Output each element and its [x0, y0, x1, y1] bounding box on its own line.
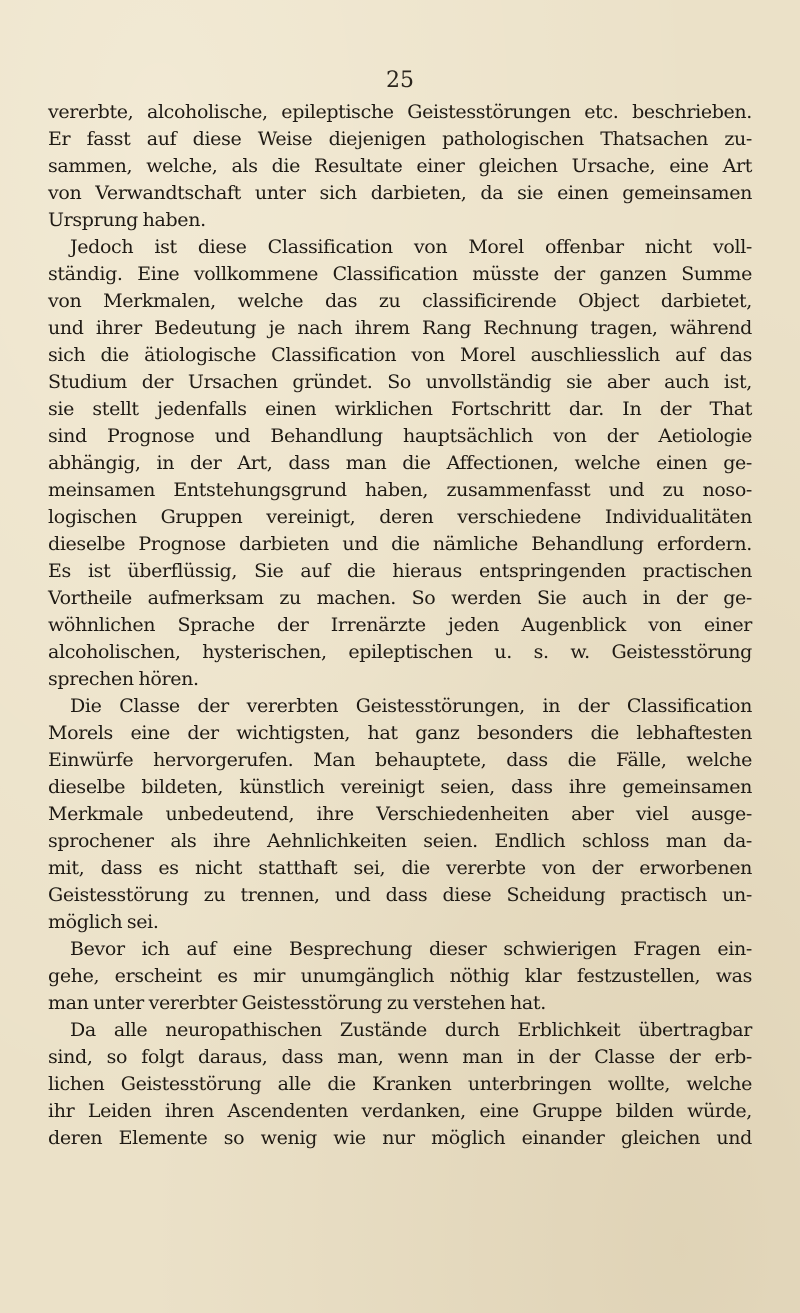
- text-line: deren Elemente so wenig wie nur möglich einander gleichen und: [48, 1127, 752, 1149]
- text-line: Vortheile aufmerksam zu machen. So werden Sie auch in der ge-: [48, 587, 752, 609]
- page-number: 25: [386, 68, 414, 93]
- text-line: Einwürfe hervorgerufen. Man behauptete, dass die Fälle, welche: [48, 749, 752, 771]
- text-line: Jedoch ist diese Classification von Morel offenbar nicht voll-: [70, 236, 752, 258]
- text-line: Die Classe der vererbten Geistesstörungen, in der Classification: [70, 695, 752, 717]
- text-line: ihr Leiden ihren Ascendenten verdanken, eine Gruppe bilden würde,: [48, 1100, 752, 1122]
- text-line: von Verwandtschaft unter sich darbieten, da sie einen gemeinsamen: [48, 182, 752, 204]
- text-line: Da alle neuropathischen Zustände durch Erblichkeit übertragbar: [70, 1019, 752, 1041]
- text-line: Es ist überflüssig, Sie auf die hieraus entspringenden practischen: [48, 560, 752, 582]
- text-line: vererbte, alcoholische, epileptische Geistesstörungen etc. beschrieben.: [48, 101, 752, 123]
- text-line: Geistesstörung zu trennen, und dass diese Scheidung practisch un-: [48, 884, 752, 906]
- text-line: sich die ätiologische Classification von Morel auschliesslich auf das: [48, 344, 752, 366]
- text-line: sie stellt jedenfalls einen wirklichen Fortschritt dar. In der That: [48, 398, 752, 420]
- text-line: Studium der Ursachen gründet. So unvollständig sie aber auch ist,: [48, 371, 752, 393]
- text-line: Merkmale unbedeutend, ihre Verschiedenheiten aber viel ausge-: [48, 803, 752, 825]
- text-line: sprechen hören.: [48, 668, 199, 690]
- text-line: logischen Gruppen vereinigt, deren verschiedene Individualitäten: [48, 506, 752, 528]
- text-line: abhängig, in der Art, dass man die Affectionen, welche einen ge-: [48, 452, 752, 474]
- text-line: sammen, welche, als die Resultate einer gleichen Ursache, eine Art: [48, 155, 752, 177]
- text-line: lichen Geistesstörung alle die Kranken unterbringen wollte, welche: [48, 1073, 752, 1095]
- text-line: dieselbe bildeten, künstlich vereinigt seien, dass ihre gemeinsamen: [48, 776, 752, 798]
- text-line: mit, dass es nicht statthaft sei, die vererbte von der erworbenen: [48, 857, 752, 879]
- text-line: sprochener als ihre Aehnlichkeiten seien. Endlich schloss man da-: [48, 830, 752, 852]
- text-line: Er fasst auf diese Weise diejenigen pathologischen Thatsachen zu-: [48, 128, 752, 150]
- text-line: Ursprung haben.: [48, 209, 206, 231]
- body-text: [48, 99, 752, 1152]
- text-line: möglich sei.: [48, 911, 159, 933]
- text-line: Bevor ich auf eine Besprechung dieser schwierigen Fragen ein-: [70, 938, 752, 960]
- text-line: Morels eine der wichtigsten, hat ganz besonders die lebhaftesten: [48, 722, 752, 744]
- text-line: dieselbe Prognose darbieten und die nämliche Behandlung erfordern.: [48, 533, 752, 555]
- text-line: gehe, erscheint es mir unumgänglich nöthig klar festzustellen, was: [48, 965, 752, 987]
- text-line: sind Prognose und Behandlung hauptsächlich von der Aetiologie: [48, 425, 752, 447]
- text-line: meinsamen Entstehungsgrund haben, zusammenfasst und zu noso-: [48, 479, 752, 501]
- text-line: und ihrer Bedeutung je nach ihrem Rang Rechnung tragen, während: [48, 317, 752, 339]
- text-line: von Merkmalen, welche das zu classificirende Object darbietet,: [48, 290, 752, 312]
- text-line: wöhnlichen Sprache der Irrenärzte jeden Augenblick von einer: [48, 614, 752, 636]
- text-line: man unter vererbter Geistesstörung zu verstehen hat.: [48, 992, 546, 1014]
- text-line: ständig. Eine vollkommene Classification müsste der ganzen Summe: [48, 263, 752, 285]
- text-line: sind, so folgt daraus, dass man, wenn man in der Classe der erb-: [48, 1046, 752, 1068]
- text-line: alcoholischen, hysterischen, epileptischen u. s. w. Geistesstörung: [48, 641, 752, 663]
